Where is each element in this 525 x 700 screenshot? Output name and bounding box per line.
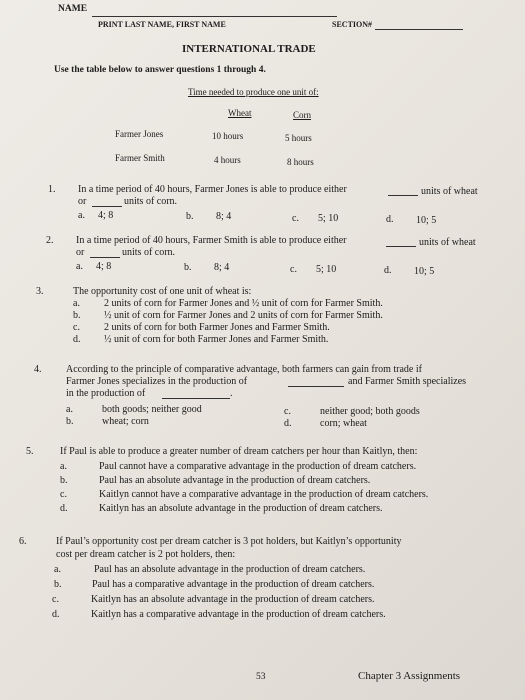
question-number: 6. [19,536,27,547]
question-number: 1. [48,184,56,195]
option-letter: b. [186,211,194,222]
option-text: Paul cannot have a comparative advantage in the production of dream catchers. [99,461,417,472]
option-text: Kaitlyn has a comparative advantage in the production of dream catchers. [91,609,386,620]
option-text: 10; 5 [416,215,437,226]
name-label: NAME [58,4,88,14]
section-line [375,29,463,30]
question-number: 5. [26,446,34,457]
table-cell: 5 hours [285,133,312,143]
option-text: Kaitlyn has an absolute advantage in the production of dream catchers. [99,503,383,514]
option-letter: b. [73,310,81,321]
option-letter: a. [78,210,85,221]
answer-blank [90,257,120,258]
table-col-corn: Corn [293,110,311,120]
option-text: Paul has a comparative advantage in the production of dream catchers. [92,579,375,590]
option-letter: b. [60,475,68,486]
question-stem: in the production of [66,388,146,399]
option-text: both goods; neither good [102,404,202,415]
option-letter: d. [386,214,394,225]
question-stem: units of corn. [122,247,176,258]
print-name-label: PRINT LAST NAME, FIRST NAME [98,20,226,29]
answer-blank [162,398,230,399]
option-letter: d. [284,418,292,429]
table-col-wheat: Wheat [228,108,252,118]
table-cell: 10 hours [212,131,244,141]
option-letter: c. [60,489,67,500]
question-stem: According to the principle of comparative advantage, both farmers can gain from trade if [66,364,422,375]
option-text: 4; 8 [98,210,114,221]
name-line [92,16,337,17]
question-stem: In a time period of 40 hours, Farmer Smith is able to produce either [76,235,347,246]
table-cell: 4 hours [214,155,241,165]
option-text: neither good; both goods [320,406,420,417]
question-number: 3. [36,286,44,297]
option-text: ½ unit of corn for Farmer Jones and 2 units of corn for Farmer Smith. [104,310,383,321]
option-text: 5; 10 [318,213,339,224]
option-letter: b. [54,579,62,590]
answer-blank [386,246,416,247]
option-letter: a. [60,461,67,472]
question-stem: . [230,388,233,399]
option-letter: b. [66,416,74,427]
option-text: 4; 8 [96,261,112,272]
option-letter: c. [52,594,59,605]
option-letter: a. [66,404,73,415]
option-letter: b. [184,262,192,273]
question-stem: Farmer Jones specializes in the production of [66,376,248,387]
chapter-label: Chapter 3 Assignments [358,670,461,682]
option-text: Kaitlyn has an absolute advantage in the production of dream catchers. [91,594,375,605]
option-text: wheat; corn [102,416,149,427]
question-stem: or [76,247,85,258]
page-number: 53 [256,672,266,682]
page-title: INTERNATIONAL TRADE [182,43,316,55]
option-text: corn; wheat [320,418,367,429]
option-letter: a. [54,564,61,575]
option-letter: d. [60,503,68,514]
question-stem: In a time period of 40 hours, Farmer Jones is able to produce either [78,184,347,195]
answer-blank [288,386,344,387]
question-stem: If Paul is able to produce a greater number of dream catchers per hour than Kaitlyn, then: [60,446,418,457]
question-stem: units of wheat [421,186,478,197]
question-number: 4. [34,364,42,375]
table-row-name: Farmer Smith [115,153,165,163]
question-stem: cost per dream catcher is 2 pot holders, then: [56,549,236,560]
question-stem: units of wheat [419,237,476,248]
option-letter: c. [284,406,291,417]
table-row-name: Farmer Jones [115,129,164,139]
option-text: 8; 4 [216,211,232,222]
table-caption: Time needed to produce one unit of: [188,87,319,97]
table-cell: 8 hours [287,157,314,167]
answer-blank [388,195,418,196]
option-letter: a. [76,261,83,272]
section-label: SECTION# [332,20,373,29]
instructions: Use the table below to answer questions 1 through 4. [54,65,266,75]
option-text: 5; 10 [316,264,337,275]
question-stem: units of corn. [124,196,178,207]
answer-blank [92,206,122,207]
option-letter: c. [292,213,299,224]
option-letter: d. [52,609,60,620]
question-stem: The opportunity cost of one unit of wheat is: [73,286,252,297]
option-letter: d. [73,334,81,345]
option-text: Kaitlyn cannot have a comparative advantage in the production of dream catchers. [99,489,429,500]
option-text: ½ unit of corn for both Farmer Jones and Farmer Smith. [104,334,329,345]
option-text: 8; 4 [214,262,230,273]
option-text: 2 units of corn for Farmer Jones and ½ unit of corn for Farmer Smith. [104,298,383,309]
option-text: 2 units of corn for both Farmer Jones and Farmer Smith. [104,322,330,333]
option-text: Paul has an absolute advantage in the production of dream catchers. [99,475,371,486]
option-letter: c. [290,264,297,275]
question-stem: If Paul’s opportunity cost per dream catcher is 3 pot holders, but Kaitlyn’s opportunity [56,536,402,547]
question-number: 2. [46,235,54,246]
option-letter: a. [73,298,80,309]
option-letter: d. [384,265,392,276]
question-stem: and Farmer Smith specializes [348,376,467,387]
option-text: Paul has an absolute advantage in the production of dream catchers. [94,564,366,575]
question-stem: or [78,196,87,207]
option-letter: c. [73,322,80,333]
option-text: 10; 5 [414,266,435,277]
